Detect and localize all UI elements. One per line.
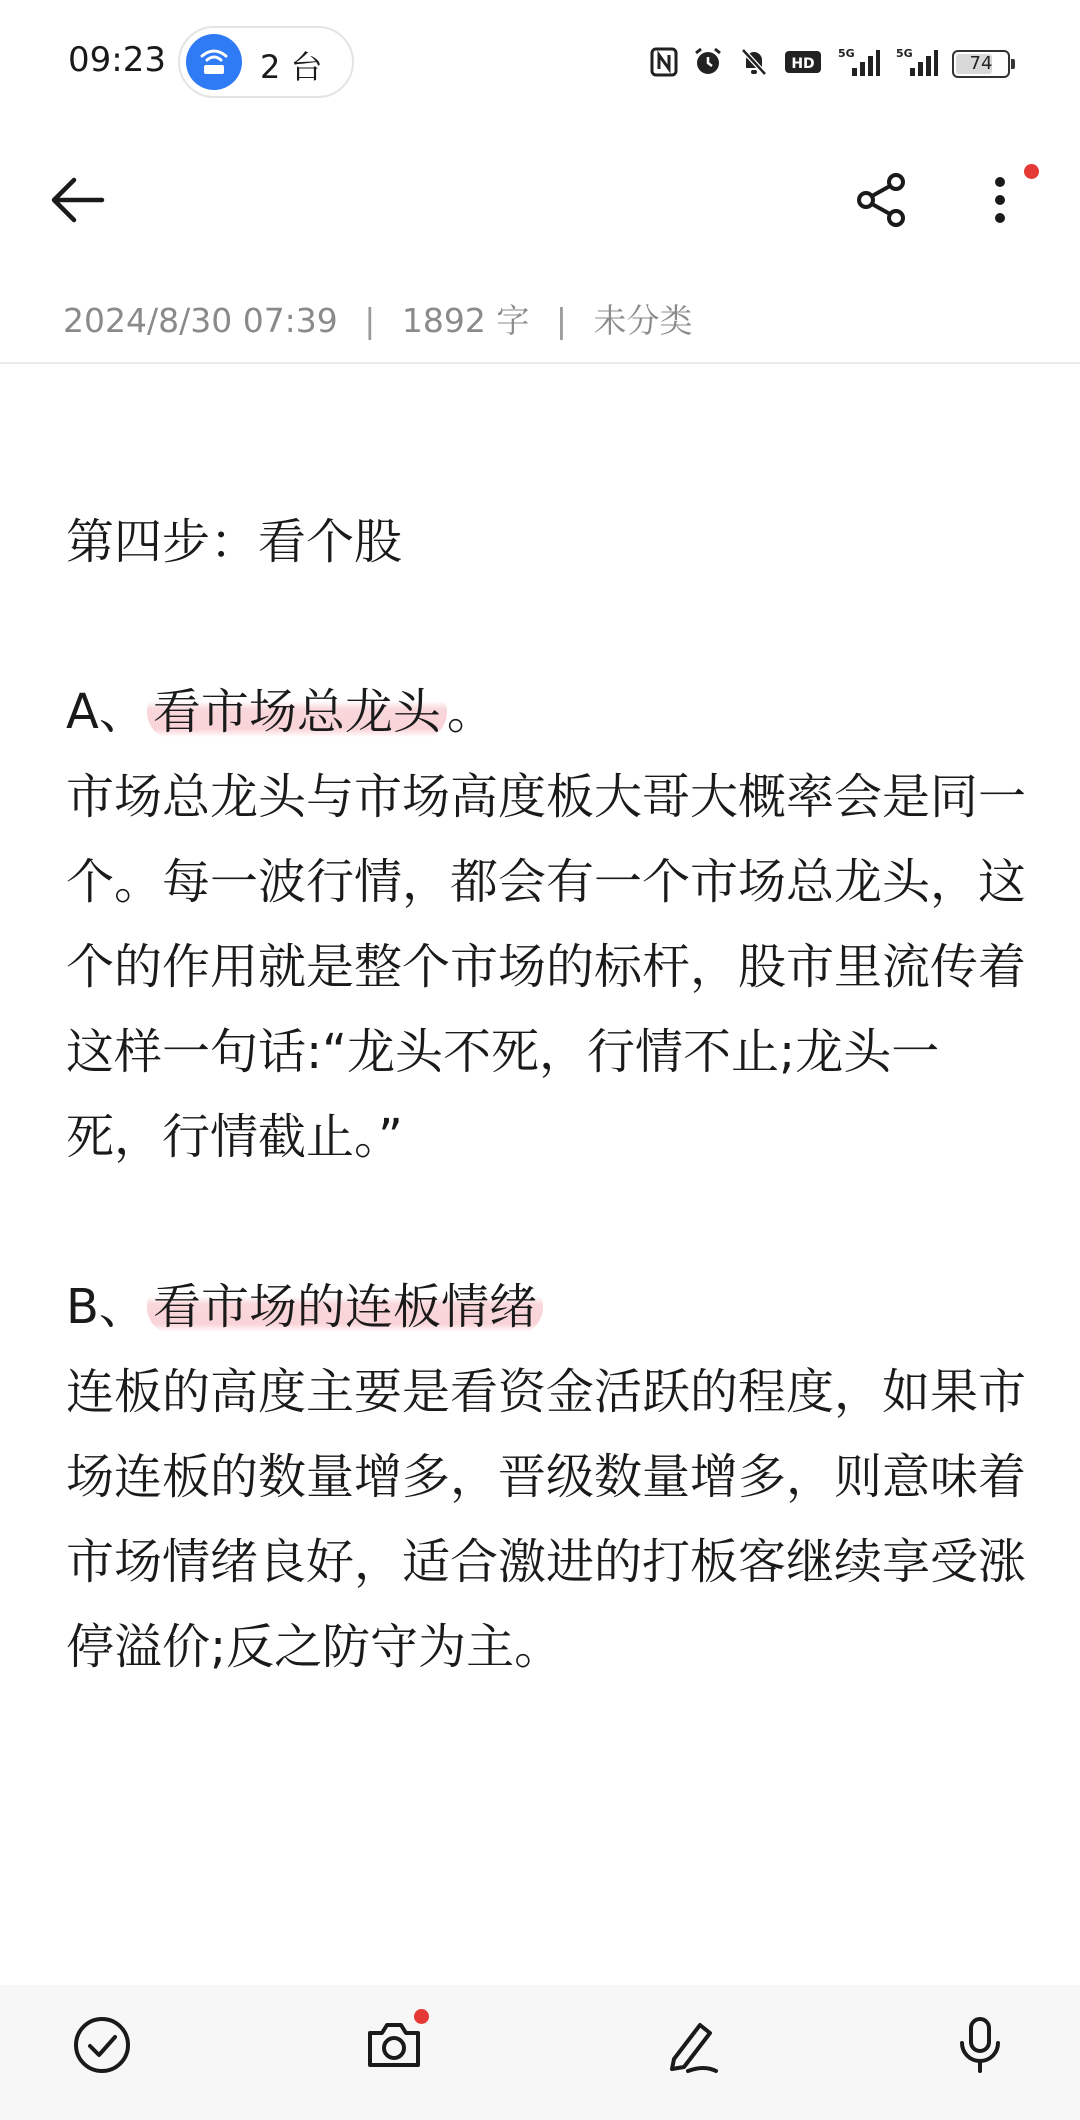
- word-count: 1892 字: [401, 301, 530, 340]
- svg-text:HD: HD: [791, 56, 815, 72]
- more-vertical-icon: [980, 170, 1020, 230]
- notification-dot: [1024, 164, 1039, 179]
- battery-percent: 74: [969, 53, 993, 74]
- section-b-title: [66, 1265, 1026, 1350]
- note-heading: 第四步：看个股: [66, 514, 403, 570]
- status-bar: [0, 0, 1080, 130]
- status-time: 09:23: [68, 40, 166, 80]
- hd-icon: [784, 48, 822, 80]
- svg-text:5G: 5G: [896, 47, 913, 60]
- more-options-button[interactable]: [980, 170, 1020, 230]
- highlighted-text: 看市场总龙头: [147, 684, 447, 740]
- bottom-toolbar: [0, 1985, 1080, 2120]
- signal-5g-icon: [894, 46, 938, 82]
- section-b-body: 连板的高度主要是看资金活跃的程度，如果市场连板的数量增多，晋级数量增多，则意味着市场情绪良好，适合激进的打板客继续享受涨停溢价;反之防守为主。: [66, 1364, 1027, 1675]
- microphone-icon: [948, 2013, 1012, 2077]
- note-category[interactable]: 未分类: [593, 301, 693, 340]
- alarm-icon: [692, 46, 724, 82]
- section-a-prefix: A、: [66, 684, 147, 740]
- battery-icon: [952, 50, 1010, 78]
- app-bar: [0, 150, 1080, 250]
- pen-icon: [660, 2013, 724, 2077]
- section-b-prefix: B、: [66, 1279, 147, 1335]
- checklist-button[interactable]: [70, 2013, 134, 2077]
- voice-button[interactable]: [948, 2013, 1012, 2077]
- note-date: 2024/8/30 07:39: [63, 301, 338, 340]
- notification-dot: [414, 2009, 429, 2024]
- share-icon: [852, 170, 912, 230]
- nfc-icon: [650, 47, 678, 81]
- signal-5g-icon: [836, 46, 880, 82]
- section-a-title: [66, 670, 1026, 755]
- hotspot-indicator[interactable]: [178, 26, 354, 98]
- note-content[interactable]: [66, 500, 1026, 1690]
- bell-muted-icon: [738, 46, 770, 82]
- back-button[interactable]: [48, 172, 108, 228]
- section-a-body: 市场总龙头与市场高度板大哥大概率会是同一个。每一波行情，都会有一个市场总龙头，这个的作用就是整个市场的标杆，股市里流传着这样一句话:“龙头不死，行情不止;龙头一死，行情截止。”: [66, 769, 1027, 1165]
- handwriting-button[interactable]: [660, 2013, 724, 2077]
- back-arrow-icon: [48, 172, 108, 228]
- note-meta: [63, 295, 693, 342]
- svg-text:5G: 5G: [838, 47, 855, 60]
- meta-separator: |: [555, 301, 568, 340]
- share-button[interactable]: [852, 170, 912, 230]
- divider: [0, 362, 1080, 364]
- meta-separator: |: [364, 301, 376, 340]
- checklist-icon: [70, 2013, 134, 2077]
- highlighted-text: 看市场的连板情绪: [147, 1279, 543, 1335]
- status-icons: [650, 44, 1010, 84]
- camera-button[interactable]: [362, 2013, 426, 2077]
- hotspot-icon: [186, 34, 242, 90]
- section-a-suffix: 。: [446, 684, 495, 740]
- hotspot-device-count: 2 台: [260, 48, 323, 86]
